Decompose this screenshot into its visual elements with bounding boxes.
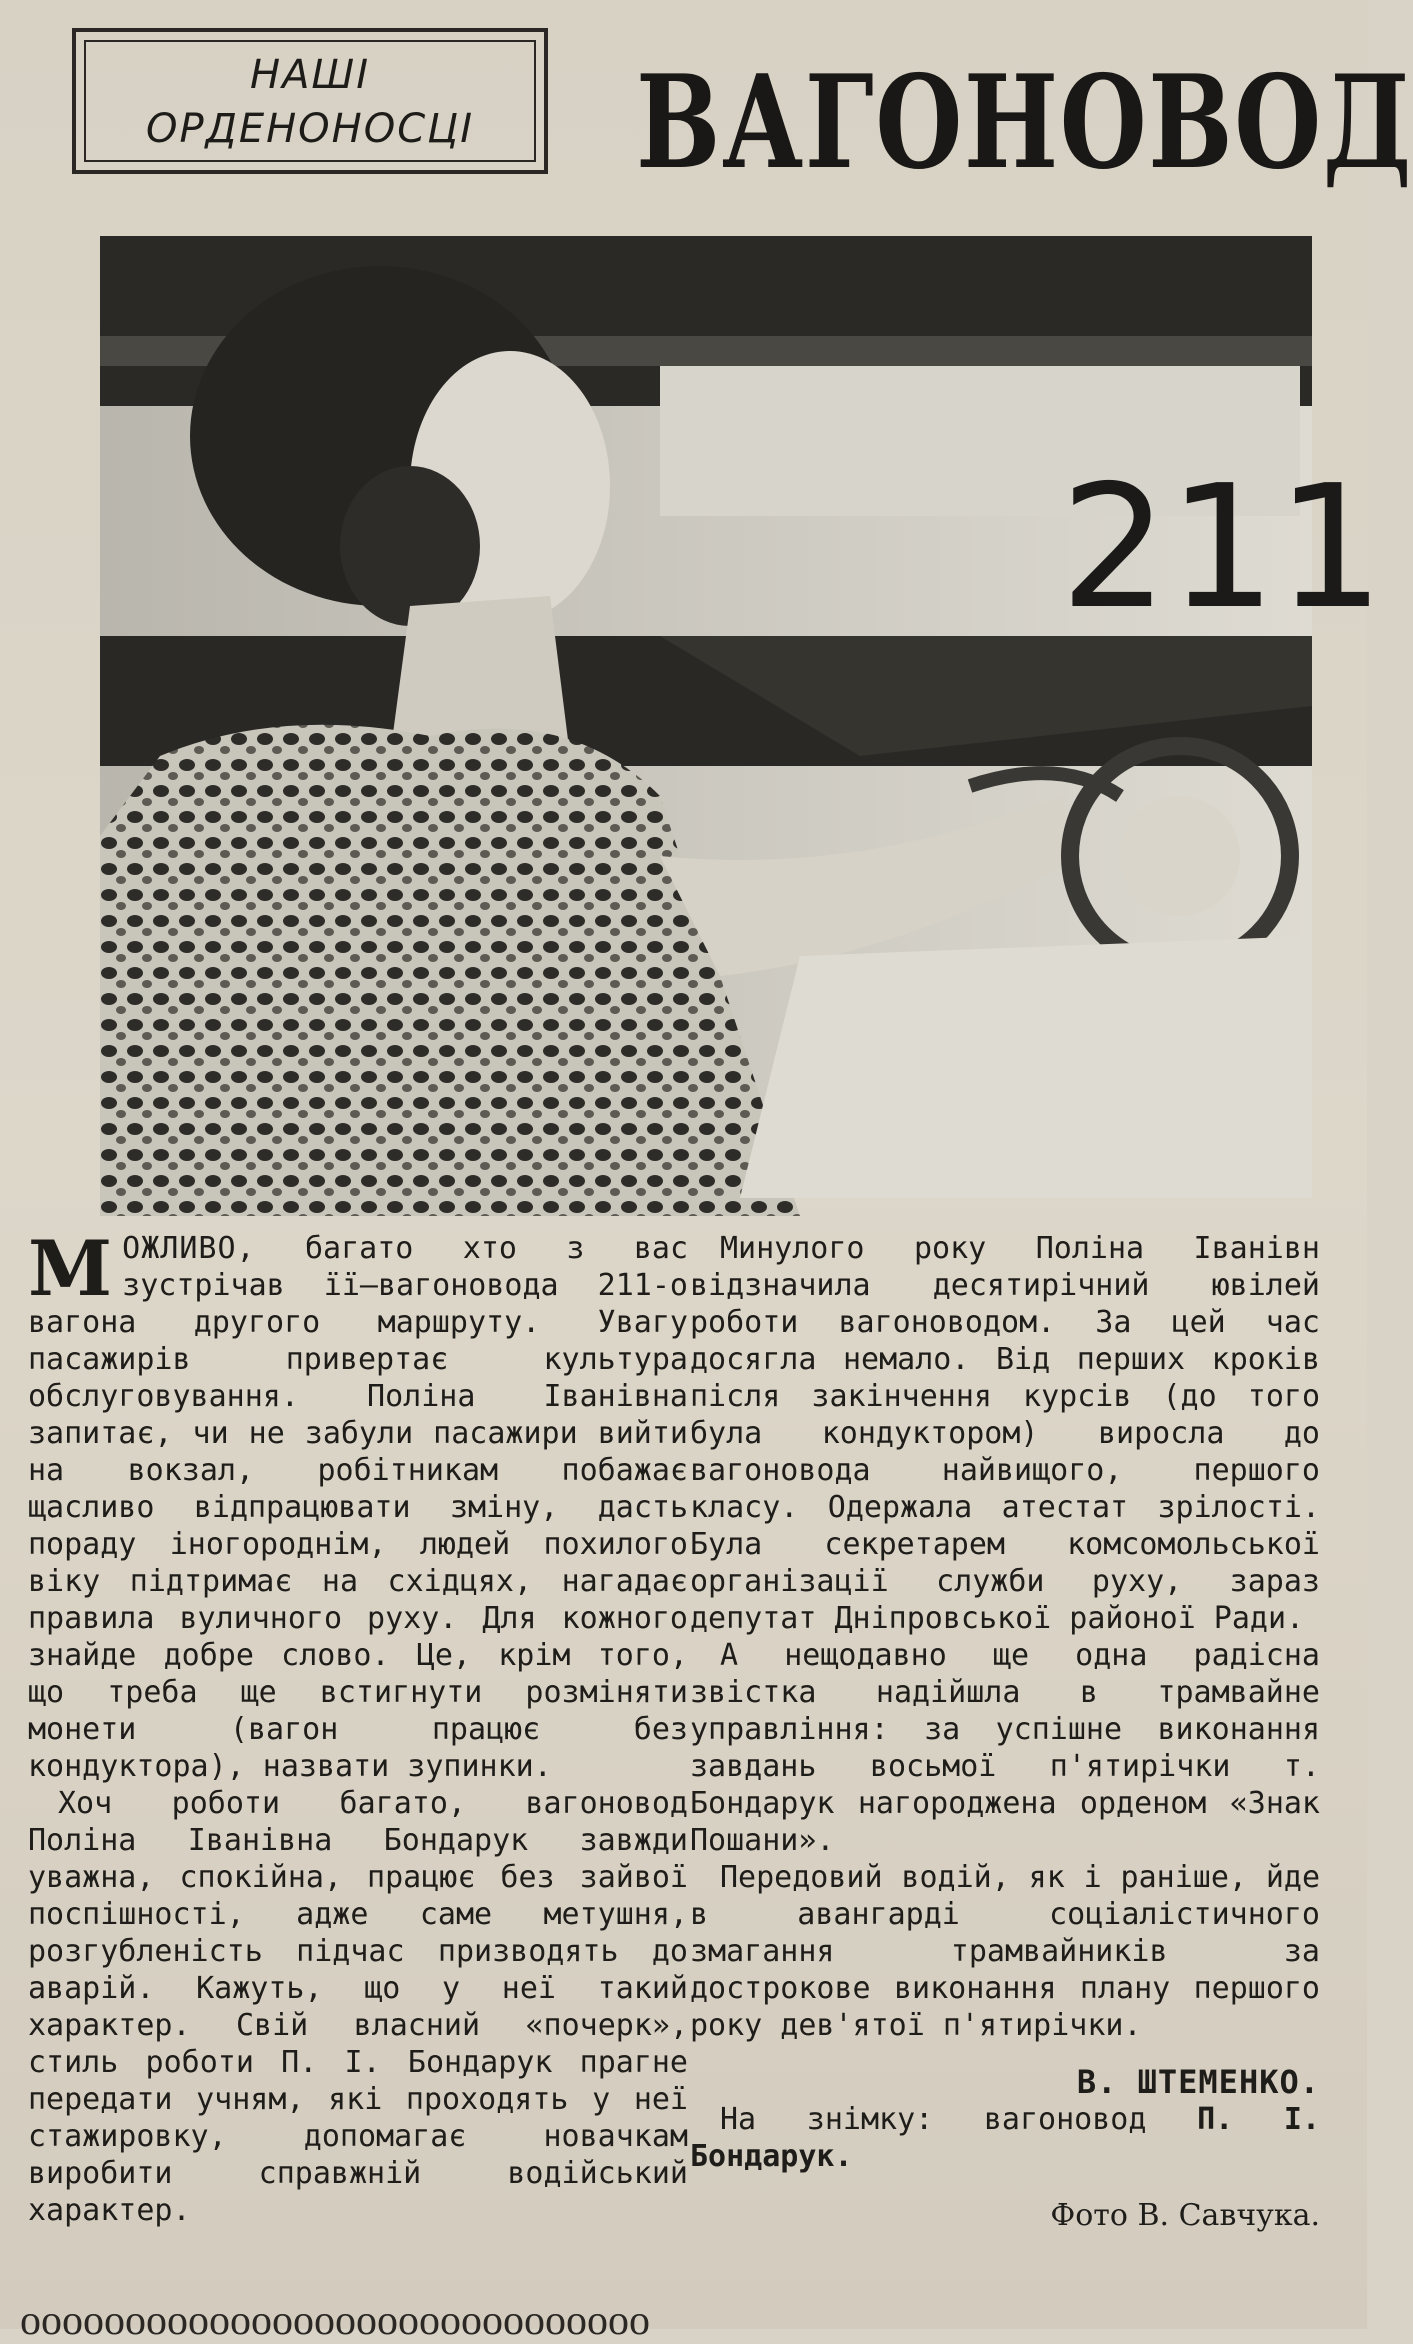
headline: ВАГОНОВОД — [636, 48, 1413, 198]
lead-word: ОЖЛИВО, — [122, 1231, 256, 1266]
decorative-border: ᴏᴏᴏᴏᴏᴏᴏᴏᴏᴏᴏᴏᴏᴏᴏᴏᴏᴏᴏᴏᴏᴏᴏᴏᴏᴏᴏᴏᴏᴏ — [20, 2295, 650, 2344]
article-paragraph-3: Минулого року Поліна Іванівн відзначила десятирічний ювілей роботи вагоноводом. За цей час досягла немало. Від перших кроків після закінчення курсів (до того була кондуктором) виросла до вагоновода найвищого, першого класу. Одержала атестат зрілості. Була секретарем комсомольської організації служби руху, зараз депутат Дніпровської районої Ради. — [690, 1231, 1320, 1636]
photo-caption — [690, 2101, 1320, 2175]
article-paragraph-5: Передовий водій, як і раніше, йде в авангарді соціалістичного змагання трамвайників за дострокове виконання плану першого року дев'ятої п'ятирічки. — [690, 1860, 1320, 2043]
rubric-line-1: НАШІ — [249, 52, 370, 98]
article-column-right — [690, 1230, 1320, 2234]
dropcap: М — [28, 1224, 113, 1313]
article-paragraph-2: Хоч роботи багато, вагоновод Поліна Іванівна Бондарук завжди уважна, спокійна, працює без зайвої поспішності, адже саме метушня, розгубленість підчас призводять до аварій. Кажуть, що у неї такий характер. Свій власний «почерк», стиль роботи П. І. Бондарук прагне передати учням, які проходять у неї стажировку, допомагає новачкам виробити справжній водійський характер. — [28, 1786, 688, 2228]
rubric-box — [72, 28, 548, 174]
article-paragraph-4: А нещодавно ще одна радісна звістка надійшла в трамвайне управління: за успішне виконання завдань восьмої п'ятирічки т. Бондарук нагороджена орденом «Знак Пошани». — [690, 1638, 1320, 1858]
caption-name: П. І. Бондарук. — [690, 2102, 1320, 2174]
paragraph-1-text: багато хто з вас зустрічав її—вагоновода 211-о вагона другого маршруту. Увагу пасажирів привертає культура обслуговування. Поліна Іванівна запитає, чи не забули пасажири вийти на вокзал, робітникам побажає щасливо відпрацювати зміну, дасть пораду іногороднім, людей похилого віку підтримає на східцях, нагадає правила вуличного руху. Для кожного знайде добре слово. Це, крім того, що треба ще встигнути розміняти монети (вагон працює без кондуктора), назвати зупинки. — [28, 1231, 688, 1784]
tram-number: 211 — [1060, 449, 1385, 647]
rubric-line-2: ОРДЕНОНОСЦІ — [145, 106, 475, 152]
caption-prefix: На знімку: вагоновод — [720, 2102, 1198, 2137]
article-column-left — [28, 1224, 688, 2229]
article-paragraph-1 — [28, 1224, 688, 1785]
article-photo — [100, 236, 1385, 1198]
author-signature: В. ШТЕМЕНКО. — [1076, 2063, 1320, 2101]
photo-credit: Фото В. Савчука. — [1050, 2198, 1320, 2233]
photo-image — [100, 236, 1385, 1198]
